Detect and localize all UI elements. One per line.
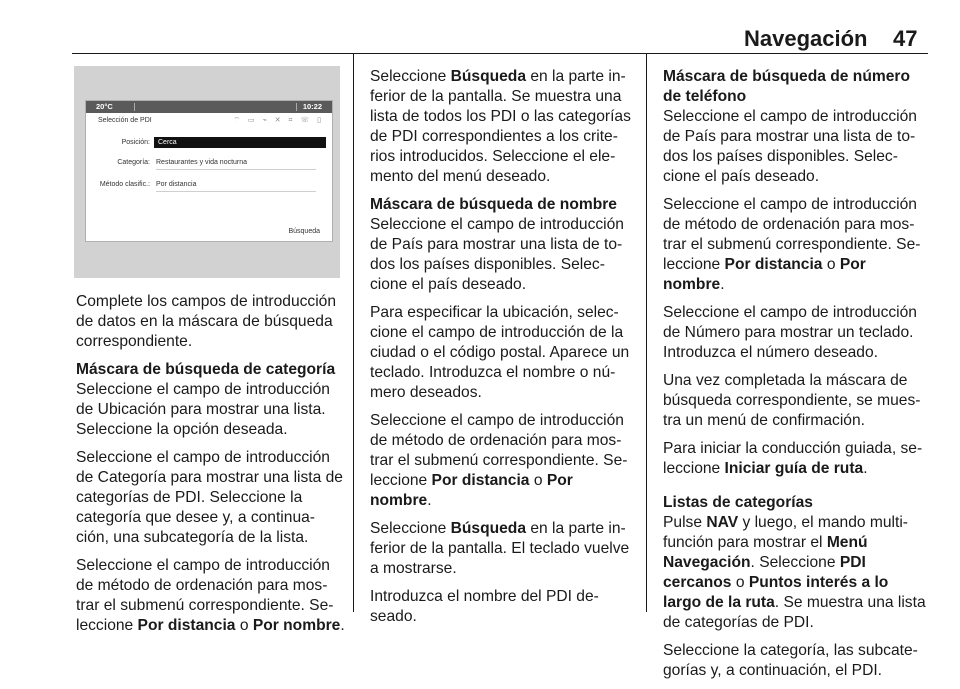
paragraph: Seleccione el campo de introducción de método de ordenación para mos- trar el submenú correspondiente. Se- leccione Por distancia o Por nombre. xyxy=(663,196,921,293)
status-separator xyxy=(296,103,297,111)
display-screen xyxy=(85,100,333,242)
category-search-heading: Máscara de búsqueda de categoría xyxy=(76,361,336,378)
column-1 xyxy=(76,292,346,644)
column-3 xyxy=(663,67,929,689)
phone-search-heading: Máscara de búsqueda de número de teléfono xyxy=(663,68,910,105)
paragraph: Seleccione el campo de introducción de País para mostrar una lista de to- dos los países disponibles. Selec- cione el país deseado. xyxy=(663,108,917,185)
column-divider-2 xyxy=(646,54,647,612)
position-value: Cerca xyxy=(158,139,177,146)
page-number: 47 xyxy=(893,26,918,51)
screen-title: Selección de PDI xyxy=(98,117,152,124)
category-value[interactable]: Restaurantes y vida nocturna xyxy=(156,159,248,166)
sort-method-value[interactable]: Por distancia xyxy=(156,181,197,188)
name-search-heading: Máscara de búsqueda de nombre xyxy=(370,196,617,213)
temperature-readout: 20°C xyxy=(96,102,113,111)
paragraph: Seleccione Búsqueda en la parte in- ferior de la pantalla. El teclado vuelve a mostrarse. xyxy=(370,520,630,577)
position-label: Posición: xyxy=(121,139,150,146)
paragraph: Seleccione el campo de introducción de método de ordenación para mos- trar el submenú correspondiente. Se- leccione Por distancia o Por nombre. xyxy=(370,412,628,509)
section-title: Navegación xyxy=(744,26,868,51)
sort-method-label: Método clasific.: xyxy=(99,181,150,188)
status-bar xyxy=(86,101,332,113)
poi-selection-screenshot xyxy=(74,66,340,278)
position-field-selected[interactable] xyxy=(154,137,326,148)
paragraph: Seleccione el campo de introducción de método de ordenación para mos- trar el submenú correspondiente. Se- leccione Por distancia o Por nombre. xyxy=(76,557,345,634)
paragraph: Seleccione el campo de introducción de Categoría para mostrar una lista de categorías de PDI. Seleccione la categoría que desee y, a continua- ción, una subcategoría de la lista. xyxy=(76,449,343,546)
paragraph: Seleccione el campo de introducción de Ubicación para mostrar una lista. Seleccione la opción deseada. xyxy=(76,381,330,438)
search-button[interactable]: Búsqueda xyxy=(288,228,320,235)
paragraph: Para iniciar la conducción guiada, se- leccione Iniciar guía de ruta. xyxy=(663,440,923,477)
header-rule xyxy=(72,53,928,54)
intro-paragraph: Complete los campos de introducción de datos en la máscara de búsqueda correspondiente. xyxy=(76,293,337,350)
paragraph: Para especificar la ubicación, selec- cione el campo de introducción de la ciudad o el código postal. Aparece un teclado. Introduzca el nombre o nú- mero deseados. xyxy=(370,304,630,401)
status-separator xyxy=(134,103,135,111)
paragraph: Seleccione la categoría, las subcate- gorías y, a continuación, el PDI. xyxy=(663,642,918,679)
field-underline xyxy=(156,191,316,192)
paragraph: Introduzca el nombre del PDI de- seado. xyxy=(370,588,599,625)
field-underline xyxy=(156,169,316,170)
paragraph: Seleccione el campo de introducción de País para mostrar una lista de to- dos los países disponibles. Selec- cione el país deseado. xyxy=(370,216,624,293)
column-divider-1 xyxy=(353,54,354,612)
category-lists-heading: Listas de categorías xyxy=(663,494,813,511)
clock-readout: 10:22 xyxy=(302,102,322,111)
status-icons: ⌔ ▭ ⌁ ✕ ⌗ ☏ ▯ xyxy=(233,117,324,124)
paragraph: Una vez completada la máscara de búsqueda correspondiente, se mues- tra un menú de confirmación. xyxy=(663,372,921,429)
paragraph: Pulse NAV y luego, el mando multi- función para mostrar el Menú Navegación. Seleccione PDI cercanos o Puntos interés a lo largo de la ruta. Se muestra una lista de categorías de PDI. xyxy=(663,514,926,631)
category-label: Categoría: xyxy=(117,159,150,166)
paragraph: Seleccione Búsqueda en la parte in- ferior de la pantalla. Se muestra una lista de todos los PDI o las categorías de PDI correspondientes a los crite- rios introducidos. Seleccione el ele- mento del menú deseado. xyxy=(370,68,631,185)
column-2 xyxy=(370,67,638,635)
paragraph: Seleccione el campo de introducción de Número para mostrar un teclado. Introduzca el número deseado. xyxy=(663,304,917,361)
